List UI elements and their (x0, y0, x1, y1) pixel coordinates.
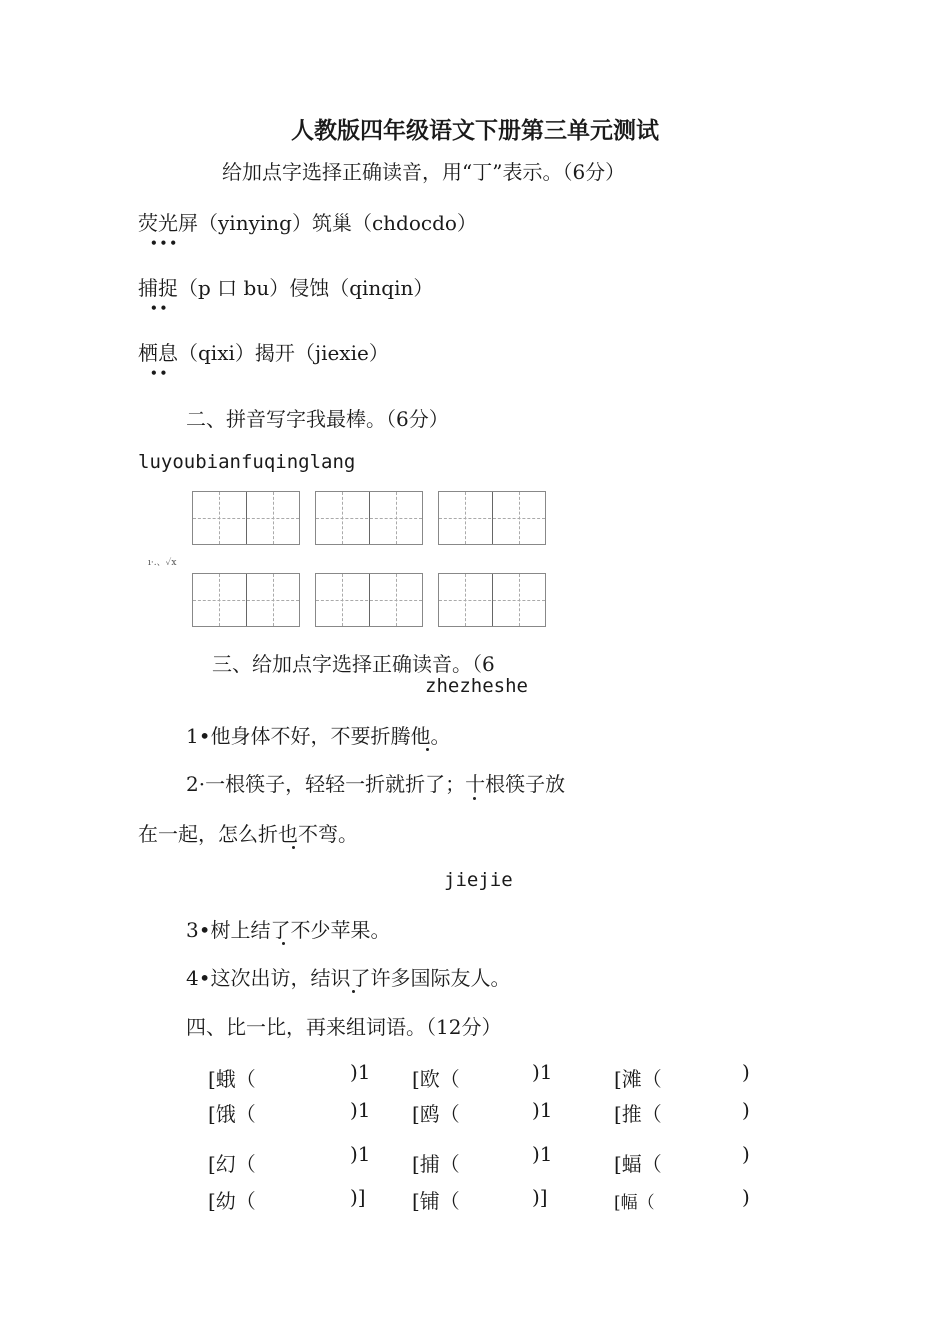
sentence-4: 4•这次出访，结识了许多国际友人。 (186, 966, 511, 990)
word-bracket-open: [推（ (614, 1102, 662, 1126)
writing-box[interactable] (438, 573, 546, 627)
section3-pinyin-1: zhezheshe (425, 675, 528, 697)
stray-marks: ı·.、✓x (148, 558, 177, 568)
word-bracket-close[interactable]: )1 (350, 1098, 371, 1122)
writing-box[interactable] (192, 491, 300, 545)
word-bracket-open: [蛾（ (208, 1067, 256, 1091)
word-bracket-close[interactable]: )] (532, 1185, 548, 1209)
word-bracket-open: [滩（ (614, 1067, 662, 1091)
sentence-3: 3•树上结了不少苹果。 (186, 918, 391, 942)
writing-box[interactable] (438, 491, 546, 545)
emphasis-dots-2: •• (150, 301, 170, 315)
emphasis-dot (292, 846, 295, 849)
section1-instruction: 给加点字选择正确读音，用“丁”表示。（6分） (222, 160, 626, 184)
writing-box[interactable] (192, 573, 300, 627)
section2-pinyin: luyoubianfuqinglang (138, 451, 356, 473)
section4-heading: 四、比一比，再来组词语。（12分） (186, 1015, 502, 1039)
emphasis-dots-3: •• (150, 366, 170, 380)
word-bracket-open: [饿（ (208, 1102, 256, 1126)
word-bracket-open: [幻（ (208, 1152, 256, 1176)
emphasis-dot (282, 942, 285, 945)
emphasis-dots-1: ••• (150, 236, 180, 250)
writing-box[interactable] (315, 573, 423, 627)
sentence-2b: 在一起，怎么折也不弯。 (138, 822, 358, 846)
word-bracket-close[interactable]: )1 (532, 1098, 553, 1122)
word-bracket-open: [蝠（ (614, 1152, 662, 1176)
pronunciation-line-3: 栖息（qixi）揭开（jiexie） (138, 341, 389, 365)
writing-box[interactable] (315, 491, 423, 545)
word-bracket-open: [鸥（ (412, 1102, 460, 1126)
word-bracket-open: [铺（ (412, 1189, 460, 1213)
word-bracket-close[interactable]: ) (742, 1185, 750, 1209)
word-bracket-close[interactable]: )1 (350, 1142, 371, 1166)
emphasis-dot (352, 990, 355, 993)
emphasis-dot (473, 797, 476, 800)
emphasis-dot (426, 748, 429, 751)
word-bracket-close[interactable]: )1 (532, 1060, 553, 1084)
word-bracket-open: [幼（ (208, 1189, 256, 1213)
word-bracket-close[interactable]: ) (742, 1060, 750, 1084)
section3-pinyin-2: jiejie (444, 869, 513, 891)
section3-heading: 三、给加点字选择正确读音。（6 (212, 652, 495, 676)
word-bracket-open: [捕（ (412, 1152, 460, 1176)
page-title: 人教版四年级语文下册第三单元测试 (291, 118, 659, 144)
pronunciation-line-2: 捕捉（p 口 bu）侵蚀（qinqin） (138, 276, 434, 300)
word-bracket-close[interactable]: )1 (350, 1060, 371, 1084)
word-bracket-close[interactable]: ) (742, 1098, 750, 1122)
word-bracket-open: [欧（ (412, 1067, 460, 1091)
word-bracket-open: [幅（ (614, 1193, 655, 1213)
section2-heading: 二、拼音写字我最棒。（6分） (186, 407, 449, 431)
word-bracket-close[interactable]: )] (350, 1185, 366, 1209)
sentence-2a: 2·一根筷子，轻轻一折就折了；十根筷子放 (186, 772, 566, 796)
word-bracket-close[interactable]: )1 (532, 1142, 553, 1166)
pronunciation-line-1: 荧光屏（yinying）筑巢（chdocdo） (138, 211, 477, 235)
word-bracket-close[interactable]: ) (742, 1142, 750, 1166)
sentence-1: 1•他身体不好，不要折腾他。 (186, 724, 451, 748)
